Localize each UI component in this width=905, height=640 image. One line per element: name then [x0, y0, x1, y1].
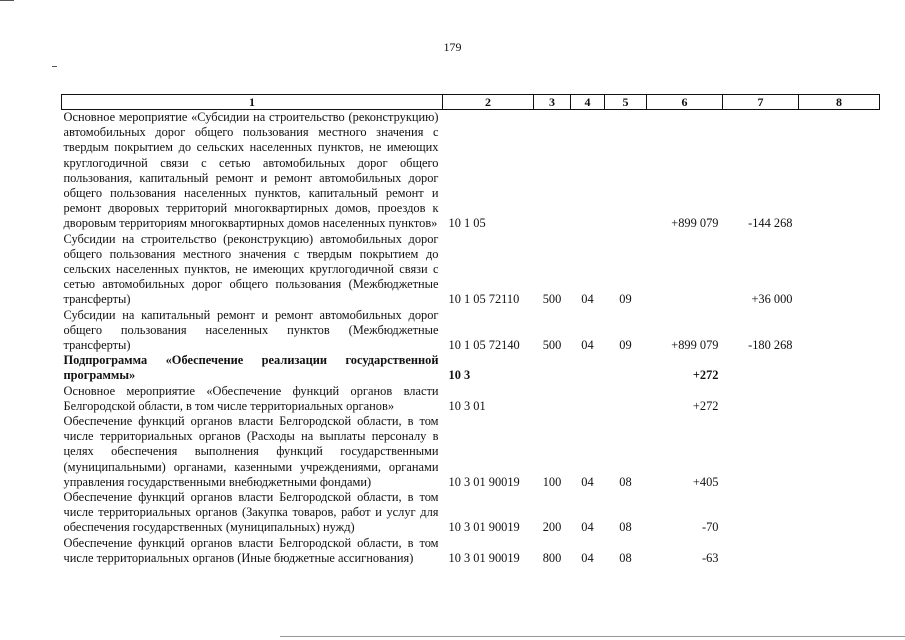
row-code-cell: 10 1 05: [448, 216, 486, 231]
row-vr-cell: [534, 110, 571, 232]
table-row: [62, 536, 880, 566]
row-name-cell: Субсидии на капитальный ремонт и ремонт автомобильных дорог общего пользования населенных пунктов (Межбюджетные трансферты): [63, 307, 439, 353]
row-col8-cell: [799, 232, 880, 308]
row-pr-cell: [605, 110, 647, 232]
row-code-cell: 10 3 01: [448, 398, 486, 413]
row-rz-cell: [571, 110, 605, 232]
row-vr-cell: 500: [542, 292, 562, 307]
row-col6-cell: +272: [692, 368, 719, 383]
row-name-cell: Обеспечение функций органов власти Белгородской области, в том числе территориальных органов (Закупка товаров, работ и услуг для обеспечения государственных (муниципальных) нужд): [63, 490, 439, 535]
row-vr-cell: 800: [542, 550, 562, 565]
row-col6-cell: [647, 232, 723, 308]
row-rz-cell: 04: [581, 520, 594, 535]
scan-mark: [280, 636, 905, 637]
header-col-7: 7: [723, 95, 799, 110]
row-col7-cell: [723, 490, 799, 536]
row-code-cell: 10 3 01 90019: [448, 474, 520, 489]
row-col6-cell: +899 079: [671, 338, 719, 353]
row-rz-cell: 04: [581, 474, 594, 489]
row-col8-cell: [799, 110, 880, 232]
header-col-5: 5: [605, 95, 647, 110]
row-col6-cell: -70: [701, 520, 719, 535]
row-col6-cell: -63: [701, 550, 719, 565]
row-vr-cell: 100: [542, 474, 562, 489]
row-col7-cell: -144 268: [748, 216, 793, 231]
row-name-cell: Обеспечение функций органов власти Белгородской области, в том числе территориальных органов (Иные бюджетные ассигнования): [63, 535, 439, 565]
row-vr-cell: [534, 353, 571, 383]
row-col8-cell: [799, 414, 880, 490]
row-col6-cell: +272: [692, 398, 719, 413]
row-vr-cell: [534, 384, 571, 414]
row-col7-cell: [723, 536, 799, 566]
table-row: [62, 384, 880, 414]
row-name-cell: Основное мероприятие «Субсидии на строительство (реконструкцию) автомобильных дорог общего пользования местного значения с твердым покрытием до сельских населенных пунктов, не имеющих круглогодичной связи с сетью автомобильных дорог общего пользования, капитальный ремонт и ремонт автомобильных дорог общего пользования населенных пунктов, капитальный ремонт и ремонт дворовых территорий многоквартирных домов, проездов к дворовым территориям многоквартирных домов населенных пунктов»: [63, 110, 439, 231]
row-code-cell: 10 3: [448, 368, 471, 383]
row-pr-cell: [605, 353, 647, 383]
table-row: [62, 414, 880, 490]
table-row: [62, 308, 880, 354]
scan-mark: [0, 0, 14, 1]
row-name-cell: Основное мероприятие «Обеспечение функций органов власти Белгородской области, в том числе территориальных органов»: [63, 383, 439, 413]
row-code-cell: 10 1 05 72110: [448, 292, 520, 307]
row-col6-cell: +405: [692, 474, 719, 489]
row-pr-cell: 09: [619, 338, 632, 353]
row-pr-cell: 08: [619, 550, 632, 565]
row-pr-cell: 08: [619, 520, 632, 535]
row-rz-cell: [571, 384, 605, 414]
header-col-6: 6: [647, 95, 723, 110]
header-col-2: 2: [443, 95, 534, 110]
row-rz-cell: [571, 353, 605, 383]
header-col-1: 1: [62, 95, 443, 110]
table-row: [62, 490, 880, 536]
header-col-8: 8: [799, 95, 880, 110]
row-col7-cell: [723, 353, 799, 383]
table-row: [62, 232, 880, 308]
row-code-cell: 10 3 01 90019: [448, 550, 520, 565]
row-name-cell: Обеспечение функций органов власти Белгородской области, в том числе территориальных органов (Расходы на выплаты персоналу в целях обеспечения выполнения функций государственными (муниципальными) органами, казенными учреждениями, органами управления государственными внебюджетными фондами): [63, 414, 439, 489]
header-col-4: 4: [571, 95, 605, 110]
row-name-cell: Подпрограмма «Обеспечение реализации государственной программы»: [63, 353, 439, 383]
row-col8-cell: [799, 536, 880, 566]
row-col7-cell: [723, 414, 799, 490]
row-vr-cell: 500: [542, 338, 562, 353]
row-col8-cell: [799, 490, 880, 536]
budget-table: [61, 94, 880, 566]
row-rz-cell: 04: [581, 550, 594, 565]
row-code-cell: 10 1 05 72140: [448, 338, 520, 353]
row-col8-cell: [799, 353, 880, 383]
row-col6-cell: +899 079: [671, 216, 719, 231]
row-rz-cell: 04: [581, 292, 594, 307]
table-row: [62, 353, 880, 383]
row-col8-cell: [799, 384, 880, 414]
table-body: [62, 110, 880, 567]
row-pr-cell: 09: [619, 292, 632, 307]
row-name-cell: Субсидии на строительство (реконструкцию) автомобильных дорог общего пользования местного значения с твердым покрытием до сельских населенных пунктов, не имеющих круглогодичной связи с сетью автомобильных дорог общего пользования (Межбюджетные трансферты): [63, 231, 439, 307]
row-pr-cell: [605, 384, 647, 414]
row-vr-cell: 200: [542, 520, 562, 535]
row-col7-cell: [723, 384, 799, 414]
table-row: [62, 110, 880, 232]
row-col7-cell: -180 268: [748, 338, 793, 353]
row-pr-cell: 08: [619, 474, 632, 489]
row-col8-cell: [799, 308, 880, 354]
row-code-cell: 10 3 01 90019: [448, 520, 520, 535]
row-rz-cell: 04: [581, 338, 594, 353]
header-col-3: 3: [534, 95, 571, 110]
page-number: 179: [443, 40, 462, 54]
scan-mark: [52, 66, 57, 67]
table-header-row: [62, 95, 880, 110]
row-col7-cell: +36 000: [751, 292, 793, 307]
